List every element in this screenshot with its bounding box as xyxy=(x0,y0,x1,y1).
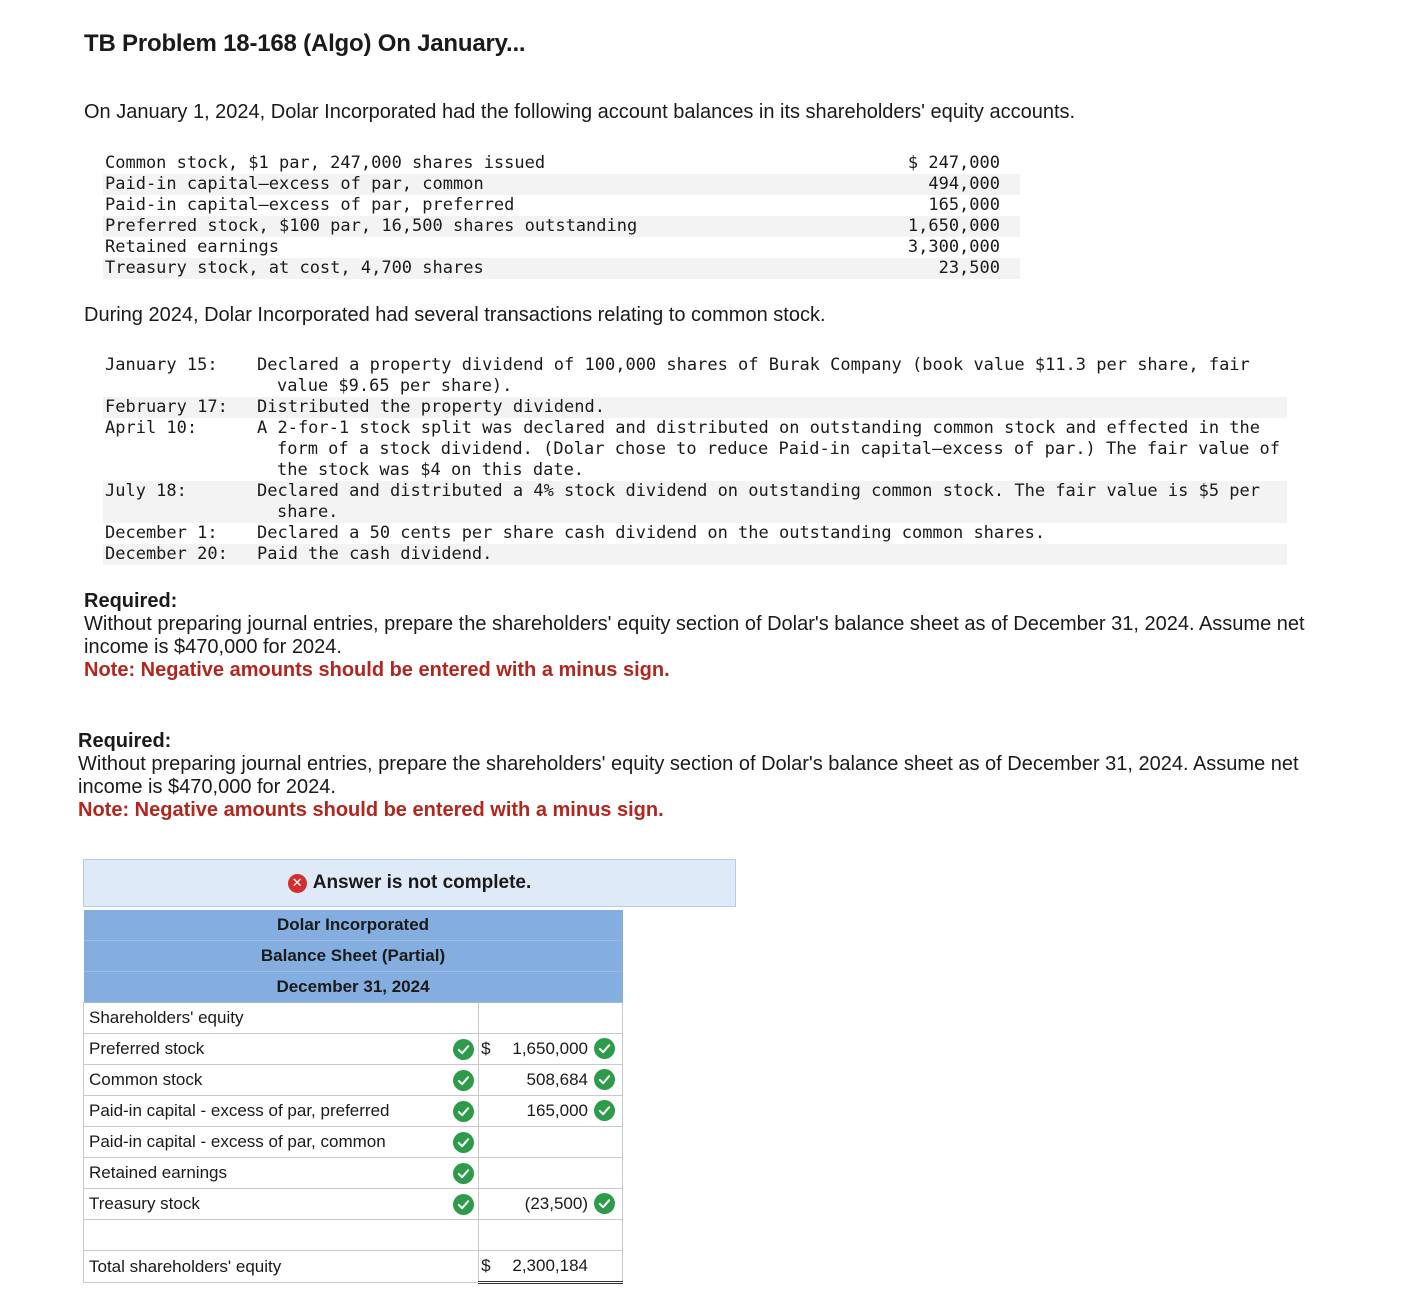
balance-row: Common stock, $1 par, 247,000 shares issued $ 247,000 xyxy=(105,153,1000,173)
section-label: Shareholders' equity xyxy=(84,1003,449,1034)
required-heading: Required: xyxy=(78,730,172,752)
table-row xyxy=(84,1220,623,1251)
row-label-input[interactable] xyxy=(84,1220,449,1251)
amount-input[interactable] xyxy=(479,1127,623,1158)
balance-row: Paid-in capital—excess of par, preferred 165,000 xyxy=(105,195,1000,215)
row-label-input[interactable]: Retained earnings xyxy=(84,1158,449,1189)
table-row xyxy=(84,1189,623,1220)
x-circle-icon: ✕ xyxy=(288,874,307,893)
balance-row: Preferred stock, $100 par, 16,500 shares outstanding 1,650,000 xyxy=(103,216,1020,237)
amount-input[interactable] xyxy=(479,1158,623,1189)
answer-status-text: Answer is not complete. xyxy=(312,872,532,893)
check-icon xyxy=(594,1038,615,1059)
amount-input[interactable]: (23,500) xyxy=(479,1189,623,1220)
amount-input[interactable]: $ 1,650,000 xyxy=(479,1034,623,1065)
balance-sheet-table xyxy=(83,910,623,1284)
check-icon xyxy=(594,1069,615,1090)
answer-status-banner xyxy=(83,859,736,907)
intro-text: On January 1, 2024, Dolar Incorporated had the following account balances in its shareholders' equity accounts. xyxy=(84,101,1076,123)
required-section xyxy=(84,590,1354,682)
check-icon xyxy=(453,1070,474,1091)
table-row xyxy=(84,1096,623,1127)
check-icon xyxy=(453,1039,474,1060)
page-title: TB Problem 18-168 (Algo) On January... xyxy=(84,30,526,57)
total-amount: $ 2,300,184 xyxy=(479,1251,623,1283)
row-label-input[interactable]: Paid-in capital - excess of par, common xyxy=(84,1127,449,1158)
transaction-row: February 17: Distributed the property dividend. xyxy=(103,397,1287,418)
statement-name: Balance Sheet (Partial) xyxy=(84,941,623,972)
table-row xyxy=(84,1158,623,1189)
transaction-row: December 20: Paid the cash dividend. xyxy=(103,544,1287,565)
check-icon xyxy=(594,1100,615,1121)
check-icon xyxy=(453,1101,474,1122)
statement-date: December 31, 2024 xyxy=(84,972,623,1003)
amount-input[interactable]: 165,000 xyxy=(479,1096,623,1127)
balance-row: Treasury stock, at cost, 4,700 shares 23,500 xyxy=(103,258,1020,279)
transaction-row: July 18: Declared and distributed a 4% stock dividend on outstanding common stock. The fair value is $5 per share. xyxy=(103,481,1287,523)
balances-table xyxy=(103,153,1020,279)
row-label-input[interactable]: Treasury stock xyxy=(84,1189,449,1220)
check-icon xyxy=(594,1193,615,1214)
check-icon xyxy=(453,1132,474,1153)
row-label-input[interactable]: Preferred stock xyxy=(84,1034,449,1065)
required-section-answer xyxy=(78,730,1368,822)
transaction-row: December 1: Declared a 50 cents per share cash dividend on the outstanding common shares. xyxy=(105,523,1046,543)
company-name: Dolar Incorporated xyxy=(84,910,623,941)
required-note: Note: Negative amounts should be entered with a minus sign. xyxy=(84,659,670,681)
required-heading: Required: xyxy=(84,590,178,612)
table-row xyxy=(84,1127,623,1158)
table-row xyxy=(84,1065,623,1096)
required-text: Without preparing journal entries, prepare the shareholders' equity section of Dolar's balance sheet as of December 31, 2024. Assume net income is $470,000 for 2024. xyxy=(84,613,1305,658)
amount-input[interactable] xyxy=(479,1220,623,1251)
transactions-table xyxy=(103,355,1287,565)
check-icon xyxy=(453,1163,474,1184)
amount-input[interactable]: 508,684 xyxy=(479,1065,623,1096)
row-label-input[interactable]: Common stock xyxy=(84,1065,449,1096)
total-label: Total shareholders' equity xyxy=(84,1251,449,1283)
check-icon xyxy=(453,1194,474,1215)
required-text: Without preparing journal entries, prepare the shareholders' equity section of Dolar's balance sheet as of December 31, 2024. Assume net income is $470,000 for 2024. xyxy=(78,753,1299,798)
transaction-row: April 10: A 2-for-1 stock split was declared and distributed on outstanding common stock and effected in the form of a stock dividend. (Dolar chose to reduce Paid-in capital—excess of par.) The fair value of the stock was $4 on this date. xyxy=(105,418,1281,480)
required-note: Note: Negative amounts should be entered with a minus sign. xyxy=(78,799,664,821)
total-row xyxy=(84,1251,623,1283)
transaction-row: January 15: Declared a property dividend of 100,000 shares of Burak Company (book value $11.3 per share, fair value $9.65 per share). xyxy=(105,355,1250,396)
balance-row: Paid-in capital—excess of par, common 494,000 xyxy=(103,174,1020,195)
balance-row: Retained earnings 3,300,000 xyxy=(105,237,1000,257)
table-row xyxy=(84,1034,623,1065)
transactions-intro: During 2024, Dolar Incorporated had several transactions relating to common stock. xyxy=(84,304,826,326)
row-label-input[interactable]: Paid-in capital - excess of par, preferred xyxy=(84,1096,449,1127)
